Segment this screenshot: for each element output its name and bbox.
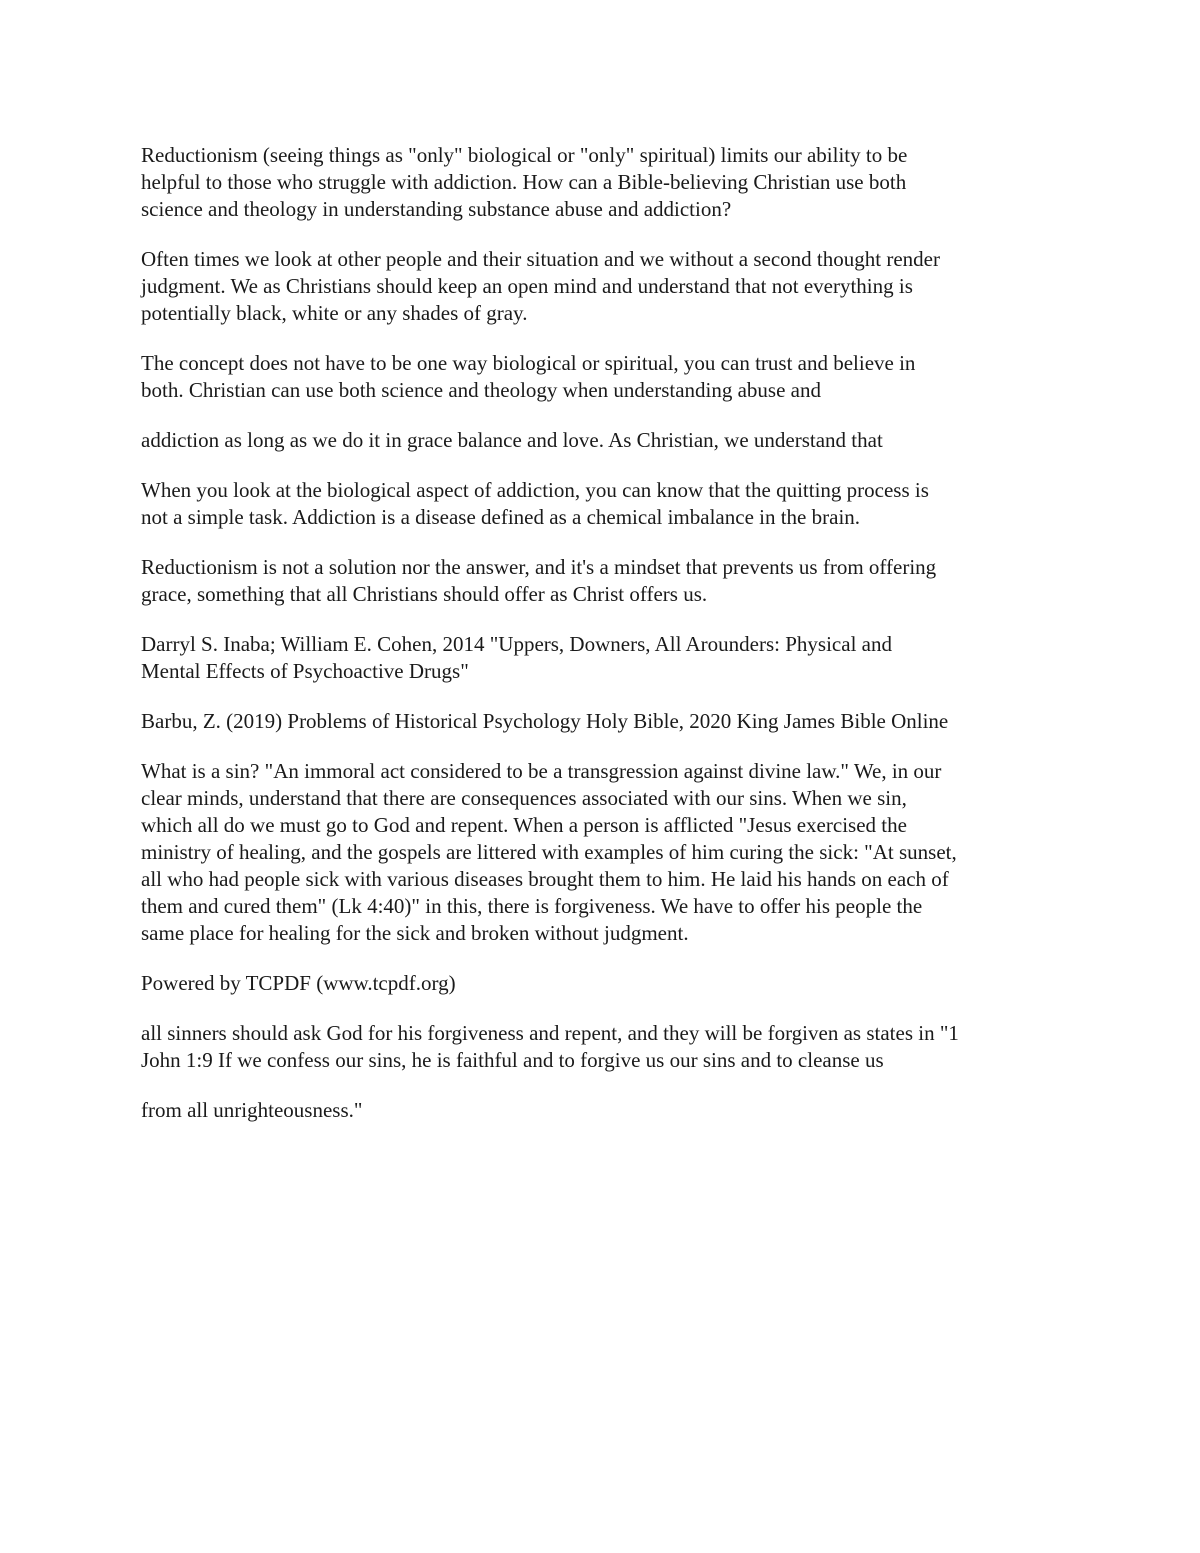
text-line: helpful to those who struggle with addiction. How can a Bible-believing Christian use both: [141, 170, 907, 194]
paragraph-reductionism-mindset: [141, 554, 1061, 608]
text-line: Reductionism (seeing things as "only" biological or "only" spiritual) limits our ability to be: [141, 143, 908, 167]
reference-barbu: [141, 708, 1061, 735]
paragraph-reductionism-question: [141, 142, 1061, 223]
text-line: same place for healing for the sick and broken without judgment.: [141, 921, 689, 945]
text-line: Often times we look at other people and their situation and we without a second thought render: [141, 247, 940, 271]
text-line: The concept does not have to be one way biological or spiritual, you can trust and believe in: [141, 351, 916, 375]
paragraph-grace-balance: [141, 427, 1061, 454]
text-line: science and theology in understanding substance abuse and addiction?: [141, 197, 732, 221]
paragraph-judgment: [141, 246, 1061, 327]
powered-by-note: [141, 970, 1061, 997]
text-line: from all unrighteousness.": [141, 1098, 363, 1122]
text-line: When you look at the biological aspect of addiction, you can know that the quitting process is: [141, 478, 929, 502]
text-line: potentially black, white or any shades of gray.: [141, 301, 528, 325]
text-line: ministry of healing, and the gospels are littered with examples of him curing the sick: "At sunset,: [141, 840, 957, 864]
text-line: addiction as long as we do it in grace balance and love. As Christian, we understand that: [141, 428, 883, 452]
paragraph-biological-aspect: [141, 477, 1061, 531]
text-line: Mental Effects of Psychoactive Drugs": [141, 659, 469, 683]
text-line: What is a sin? "An immoral act considered to be a transgression against divine law." We, in our: [141, 759, 942, 783]
text-line: Barbu, Z. (2019) Problems of Historical Psychology Holy Bible, 2020 King James Bible Online: [141, 709, 949, 733]
text-line: which all do we must go to God and repent. When a person is afflicted "Jesus exercised the: [141, 813, 907, 837]
paragraph-forgiveness: [141, 1020, 1061, 1074]
paragraph-what-is-sin: [141, 758, 1061, 947]
document-body: [141, 142, 1061, 1147]
text-line: not a simple task. Addiction is a disease defined as a chemical imbalance in the brain.: [141, 505, 861, 529]
text-line: Reductionism is not a solution nor the answer, and it's a mindset that prevents us from offering: [141, 555, 937, 579]
text-line: grace, something that all Christians should offer as Christ offers us.: [141, 582, 708, 606]
text-line: all sinners should ask God for his forgiveness and repent, and they will be forgiven as states in "1: [141, 1021, 959, 1045]
text-line: judgment. We as Christians should keep an open mind and understand that not everything is: [141, 274, 913, 298]
reference-inaba-cohen: [141, 631, 1061, 685]
text-line: them and cured them" (Lk 4:40)" in this, there is forgiveness. We have to offer his people the: [141, 894, 923, 918]
paragraph-unrighteousness: [141, 1097, 1061, 1124]
text-line: Powered by TCPDF (www.tcpdf.org): [141, 971, 456, 995]
paragraph-concept: [141, 350, 1061, 404]
text-line: all who had people sick with various diseases brought them to him. He laid his hands on each of: [141, 867, 949, 891]
text-line: both. Christian can use both science and theology when understanding abuse and: [141, 378, 821, 402]
text-line: Darryl S. Inaba; William E. Cohen, 2014 "Uppers, Downers, All Arounders: Physical and: [141, 632, 892, 656]
text-line: John 1:9 If we confess our sins, he is faithful and to forgive us our sins and to cleanse us: [141, 1048, 884, 1072]
text-line: clear minds, understand that there are consequences associated with our sins. When we sin,: [141, 786, 907, 810]
